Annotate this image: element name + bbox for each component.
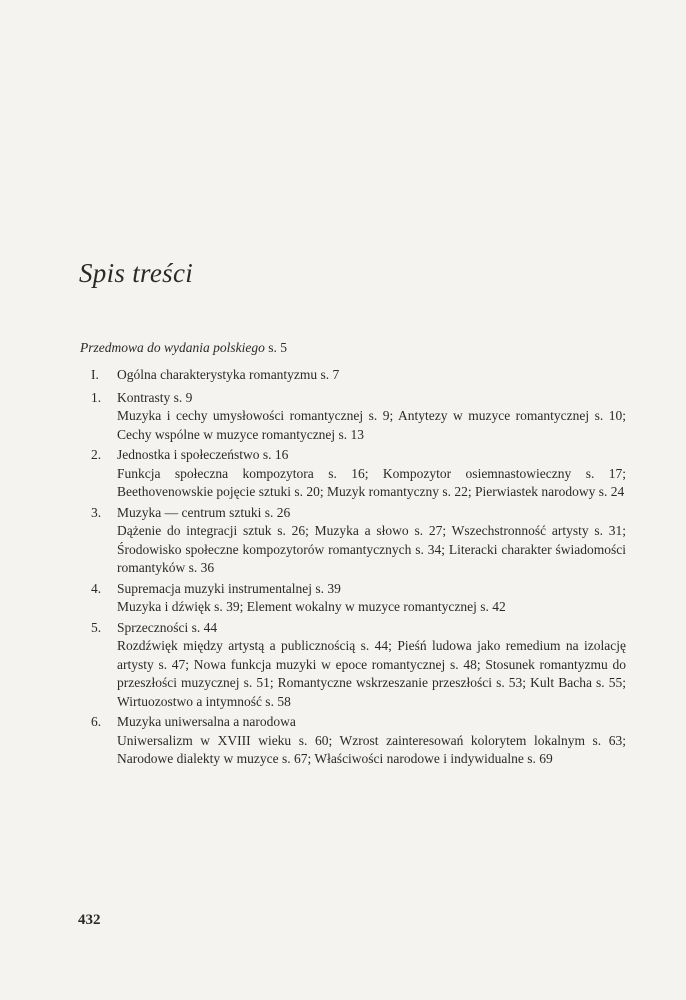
chapter-number: 1. (91, 389, 102, 405)
chapter-entry-4 (80, 580, 626, 617)
chapter-number: 6. (91, 714, 102, 729)
part-title: Ogólna charakterystyka romantyzmu s. 7 (117, 367, 340, 382)
chapter-number: 2. (91, 447, 102, 462)
chapter-subsections: Funkcja społeczna kompozytora s. 16; Kompozytor osiemnastowieczny s. 17; Beethovenowskie pojęcie sztuki s. 20; Muzyk romantyczny s. 22; Pierwiastek narodowy s. 24 (117, 465, 626, 499)
chapter-entry-3 (80, 504, 626, 578)
chapter-subsections: Muzyka i dźwięk s. 39; Element wokalny w muzyce romantycznej s. 42 (117, 599, 506, 614)
chapter-subsections: Muzyka i cechy umysłowości romantycznej s. 9; Antytezy w muzyce romantycznej s. 10; Cechy wspólne w muzyce romantycznej s. 13 (117, 408, 626, 442)
page-title: Spis treści (79, 258, 194, 288)
chapter-number: 4. (91, 580, 102, 596)
chapter-title: Kontrasty s. 9 (117, 389, 193, 405)
chapter-number: 3. (91, 504, 102, 520)
chapter-entry-6 (80, 713, 626, 769)
chapter-title: Muzyka uniwersalna a narodowa (117, 714, 296, 729)
chapter-title: Muzyka — centrum sztuki s. 26 (117, 504, 291, 520)
chapter-entry-2 (80, 446, 626, 502)
part-number: I. (91, 367, 99, 382)
preface-page: s. 5 (268, 340, 288, 355)
chapter-title: Sprzeczności s. 44 (117, 619, 218, 635)
preface-title: Przedmowa do wydania polskiego (80, 340, 265, 355)
chapter-subsections: Rozdźwięk między artystą a publicznością s. 44; Pieśń ludowa jako remedium na izolację artysty s. 47; Nowa funkcja muzyki w epoce romantycznej s. 48; Stosunek romantyzmu do przeszłości muzycznej s. 51; Romantyczne wskrzeszanie przeszłości s. 53; Kult Bacha s. 55; Wirtuozostwo a intymność s. 58 (117, 638, 626, 709)
preface-entry (80, 340, 287, 356)
chapter-entry-5 (80, 619, 626, 712)
part-entry (80, 366, 626, 385)
chapter-subsections: Dążenie do integracji sztuk s. 26; Muzyka a słowo s. 27; Wszechstronność artysty s. 31; Środowisko społeczne kompozytorów romantycznych s. 34; Literacki charakter świadomości romantyków s. 36 (117, 523, 626, 575)
chapter-number: 5. (91, 619, 102, 635)
page-number: 432 (78, 912, 101, 928)
chapter-title: Jednostka i społeczeństwo s. 16 (117, 447, 289, 462)
chapter-entry-1 (80, 389, 626, 445)
chapter-title: Supremacja muzyki instrumentalnej s. 39 (117, 580, 341, 596)
table-of-contents (80, 366, 626, 769)
chapter-subsections: Uniwersalizm w XVIII wieku s. 60; Wzrost zainteresowań kolorytem lokalnym s. 63; Narodowe dialekty w muzyce s. 67; Właściwości narodowe i indywidualne s. 69 (117, 732, 626, 766)
